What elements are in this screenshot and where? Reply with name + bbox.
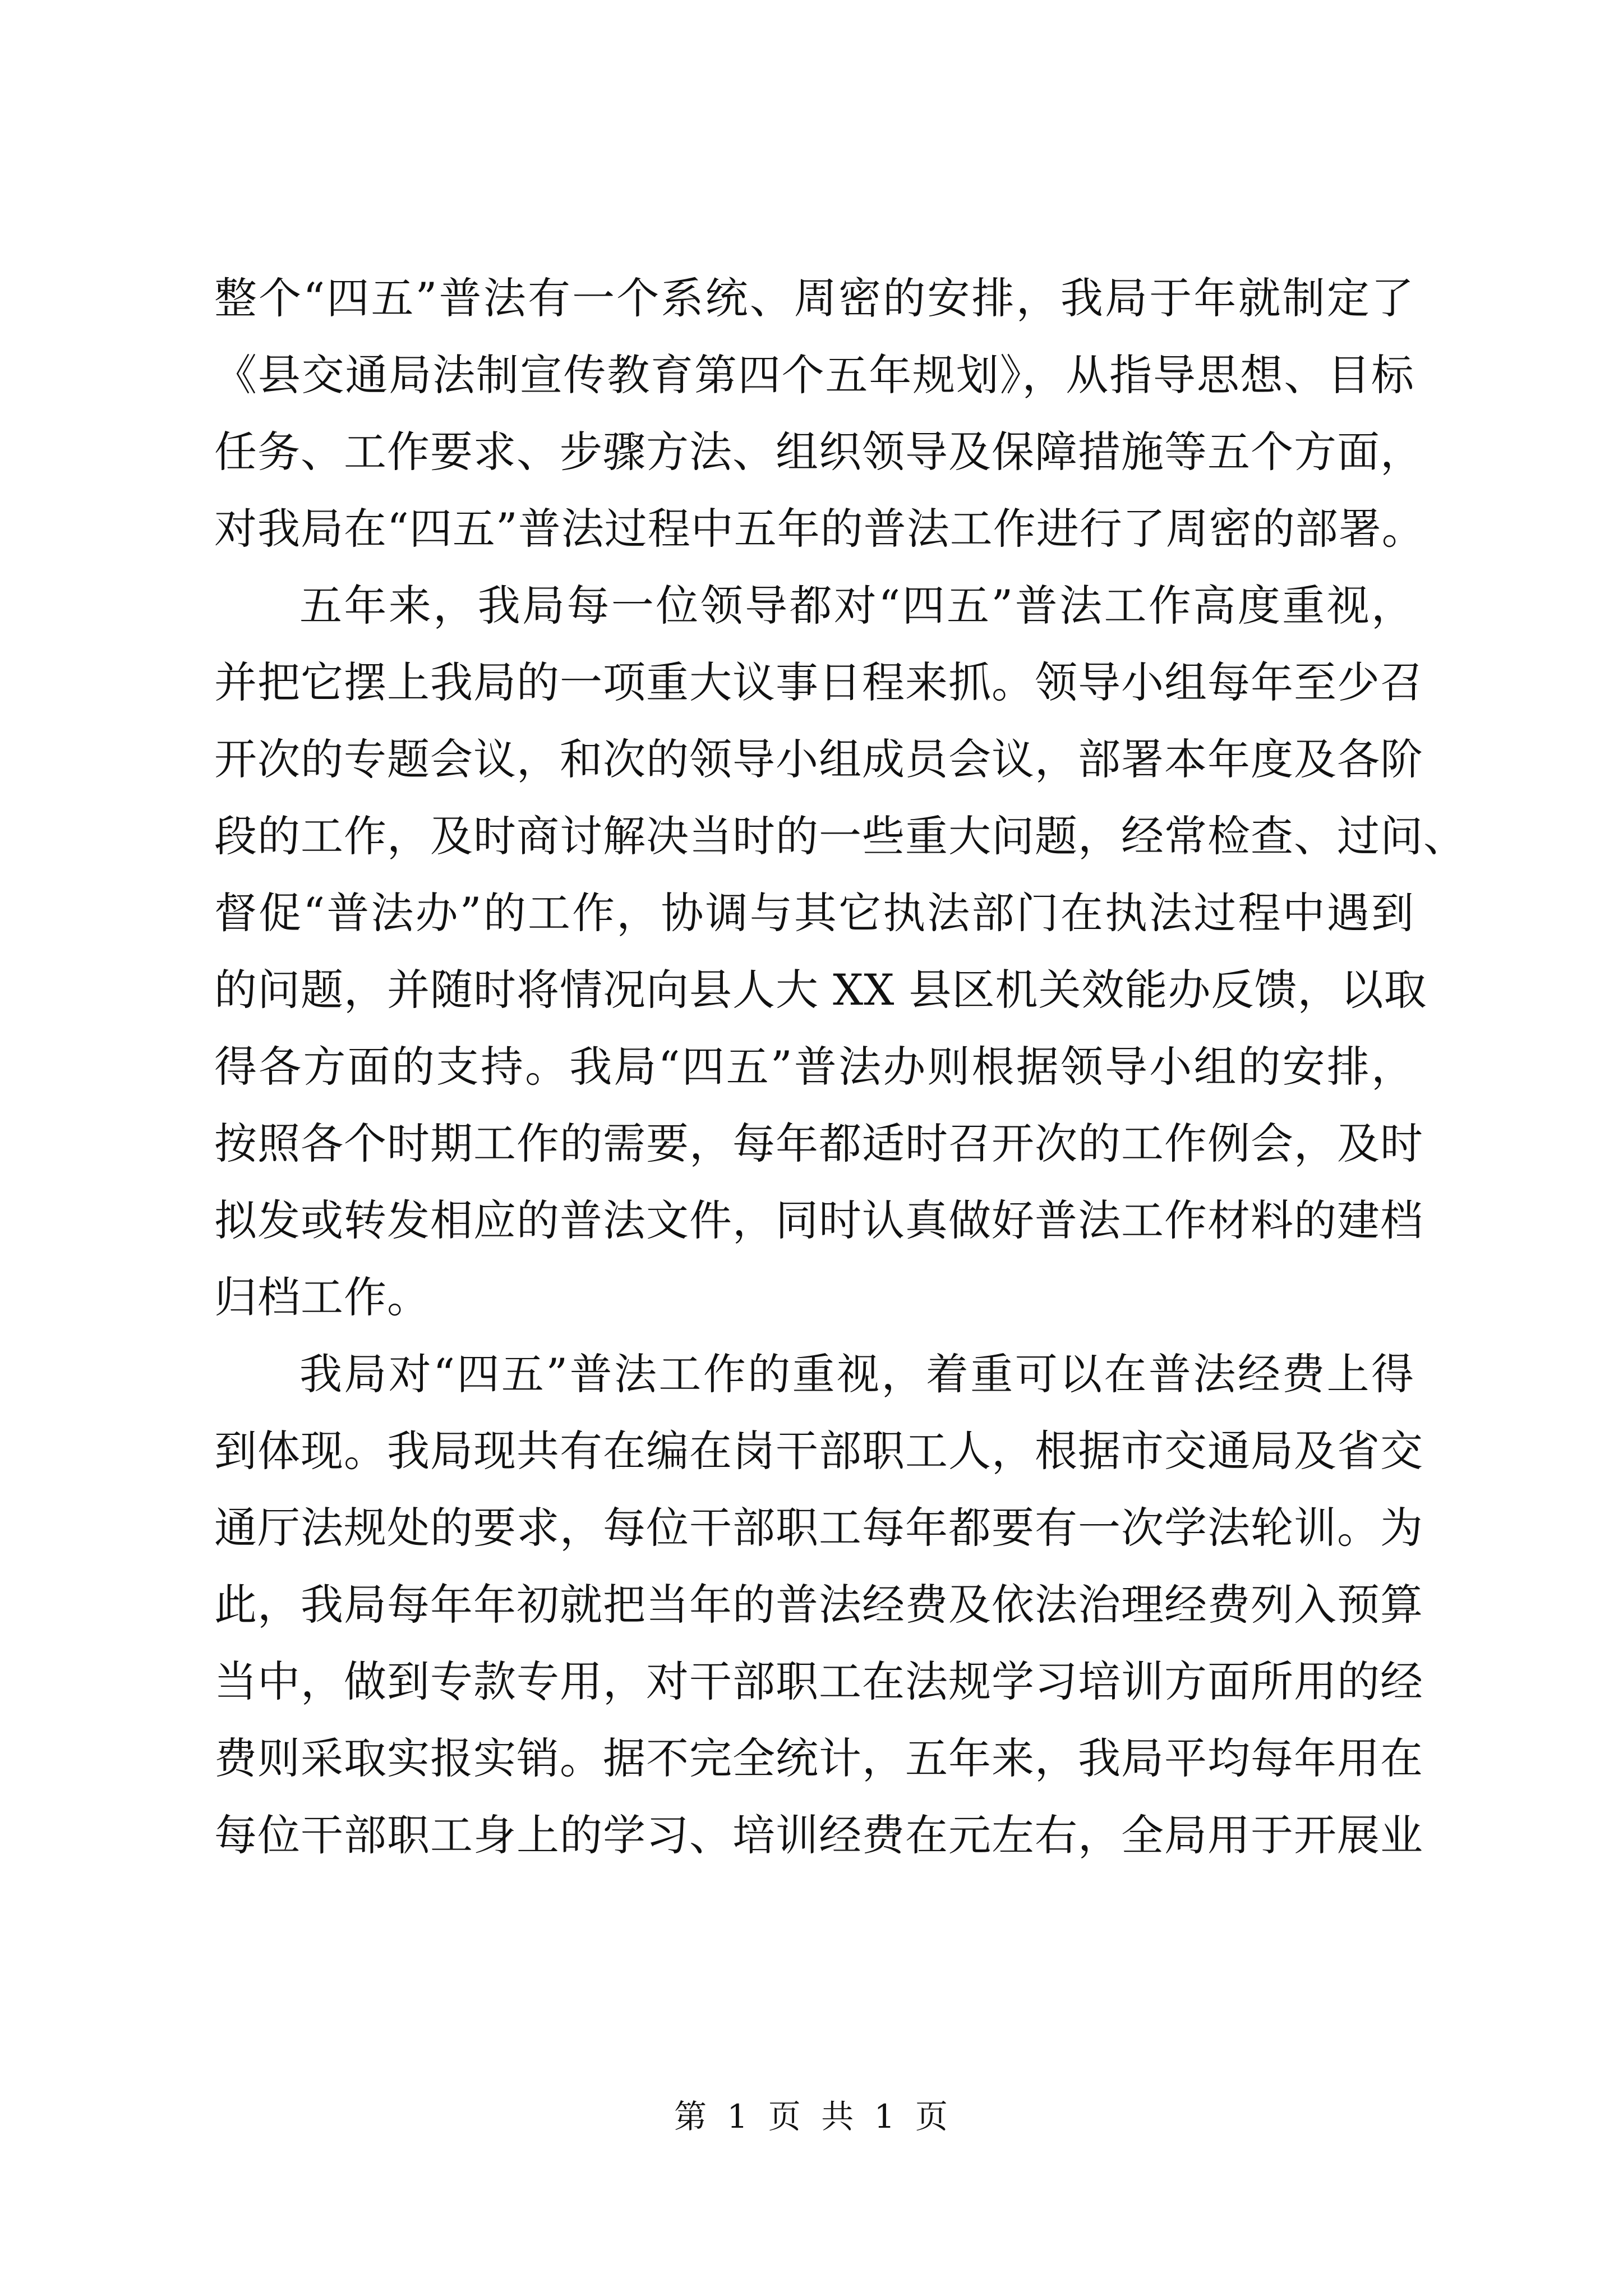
text-line: 此，我局每年年初就把当年的普法经费及依法治理经费列入预算 xyxy=(214,1580,1423,1630)
text-line: 按照各个时期工作的需要，每年都适时召开次的工作例会，及时 xyxy=(214,1119,1423,1168)
text-line: 的问题，并随时将情况向县人大 XX 县区机关效能办反馈，以取 xyxy=(214,965,1427,1015)
text-line: 到体现。我局现共有在编在岗干部职工人，根据市交通局及省交 xyxy=(214,1426,1423,1476)
text-line: 五年来，我局每一位领导都对“四五”普法工作高度重视， xyxy=(299,581,1414,631)
text-line: 开次的专题会议，和次的领导小组成员会议，部署本年度及各阶 xyxy=(214,734,1423,784)
text-line: 得各方面的支持。我局“四五”普法办则根据领导小组的安排， xyxy=(214,1042,1414,1092)
text-line: 通厅法规处的要求，每位干部职工每年都要有一次学法轮训。为 xyxy=(214,1503,1423,1553)
paragraph-1 xyxy=(214,260,1425,567)
text-line: 当中，做到专款专用，对干部职工在法规学习培训方面所用的经 xyxy=(214,1657,1423,1706)
text-line: 对我局在“四五”普法过程中五年的普法工作进行了周密的部署。 xyxy=(214,504,1425,554)
text-line: 督促“普法办”的工作，协调与其它执法部门在执法过程中遇到 xyxy=(214,888,1414,938)
text-line: 任务、工作要求、步骤方法、组织领导及保障措施等五个方面， xyxy=(214,427,1423,477)
text-line: 归档工作。 xyxy=(214,1272,430,1322)
text-line: 段的工作，及时商讨解决当时的一些重大问题，经常检查、过问、 xyxy=(214,811,1467,861)
text-line: 费则采取实报实销。据不完全统计，五年来，我局平均每年用在 xyxy=(214,1733,1423,1783)
text-line: 并把它摆上我局的一项重大议事日程来抓。领导小组每年至少召 xyxy=(214,657,1423,707)
paragraph-3 xyxy=(214,1336,1423,1874)
text-line: 拟发或转发相应的普法文件，同时认真做好普法工作材料的建档 xyxy=(214,1195,1423,1245)
text-line: 整个“四五”普法有一个系统、周密的安排，我局于年就制定了 xyxy=(214,273,1414,323)
document-body xyxy=(214,260,1467,1874)
text-line: 《县交通局法制宣传教育第四个五年规划》，从指导思想、目标 xyxy=(214,350,1414,400)
text-line: 我局对“四五”普法工作的重视，着重可以在普法经费上得 xyxy=(299,1349,1414,1399)
paragraph-2 xyxy=(214,567,1467,1336)
page-footer: 第 1 页 共 1 页 xyxy=(674,2097,949,2136)
text-line: 每位干部职工身上的学习、培训经费在元左右，全局用于开展业 xyxy=(214,1810,1423,1860)
